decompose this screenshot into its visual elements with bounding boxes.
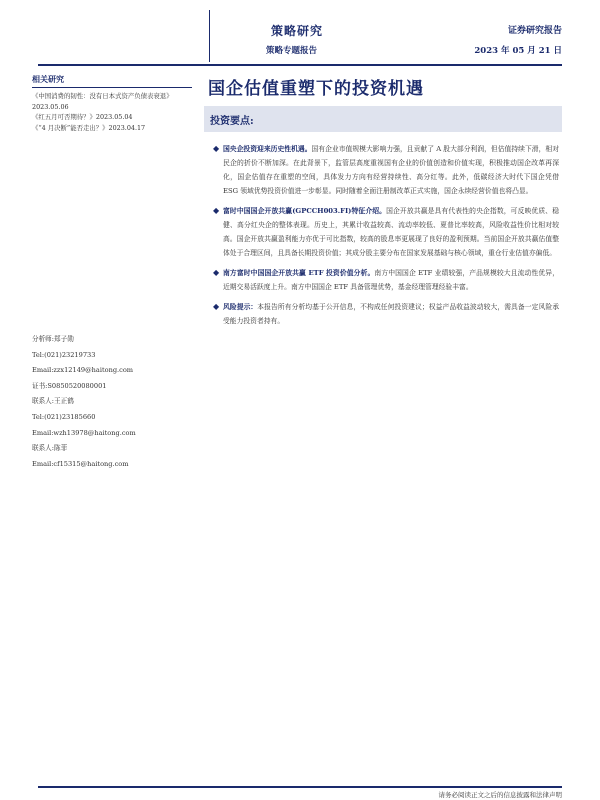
contact-email-1[interactable]: Email:wzh13978@haitong.com	[32, 428, 136, 437]
bullet-icon: ◆	[213, 302, 220, 311]
contact-email-2[interactable]: Email:cf15315@haitong.com	[32, 459, 129, 468]
key-points-label: 投资要点:	[210, 116, 254, 127]
analyst-certificate: 证书:S0850520080001	[32, 381, 107, 390]
footer-disclaimer: 请务必阅读正文之后的信息披露和法律声明	[438, 791, 562, 799]
point-body: 国有企业市值规模大影响力强，且贡献了 A 股大部分利润，但估值持续下滑，相对民企的折价不断加深。在此背景下，监管层高度重视国有企业的价值创造和价值实现，积极推动国企改革再深化，国企估值存在重塑的空间，具体发力方向有经营持续性、高分红等。此外，低碳经济大时代下国企凭借 ESG 领域优势投资价值进一步彰显。同时随着全面注册制改革正式实施，国企永续经营价值也将凸显。	[223, 145, 559, 195]
point-lead: 南方富时中国国企开放共赢 ETF 投资价值分析。	[223, 269, 375, 277]
key-points-banner	[204, 106, 562, 132]
point-lead: 国央企投资迎来历史性机遇。	[223, 145, 312, 153]
list-item	[213, 300, 559, 328]
bullet-icon: ◆	[213, 144, 220, 153]
list-item	[213, 204, 559, 260]
list-item	[213, 142, 559, 198]
point-lead: 富时中国国企开放共赢(GPCCH003.FI)特征介绍。	[223, 207, 387, 215]
report-category: 策略研究	[271, 24, 324, 38]
contact-name-2: 联系人:陈菲	[32, 444, 68, 453]
list-item	[213, 266, 559, 294]
bullet-icon: ◆	[213, 268, 220, 277]
related-report-3[interactable]: 《“4 月决断”能否走出？》2023.04.17	[32, 123, 146, 132]
key-points-list	[213, 142, 559, 334]
related-research-heading: 相关研究	[32, 74, 192, 88]
point-body: 南方中国国企 ETF 业绩较强，产品规模较大且流动性优异，近期交易活跃度上升。南方中国国企 ETF 具备管理优势，基金经理管理经验丰富。	[223, 269, 559, 291]
report-date: 2023 年 05 月 21 日	[474, 46, 562, 56]
analyst-email[interactable]: Email:zzx12149@haitong.com	[32, 366, 134, 375]
report-label: 证券研究报告	[507, 26, 562, 36]
point-lead: 风险提示：	[223, 303, 258, 311]
point-body: 本报告所有分析均基于公开信息，不构成任何投资建议；权益产品收益波动较大，需具备一定风险承受能力投资者持有。	[223, 303, 560, 325]
bullet-icon: ◆	[213, 206, 220, 215]
contact-tel-1: Tel:(021)23185660	[32, 412, 96, 421]
analyst-name: 分析师:郑子勋	[32, 335, 74, 343]
related-research-panel	[32, 74, 192, 133]
report-title: 国企估值重塑下的投资机遇	[208, 79, 424, 99]
header-divider-vertical	[209, 10, 210, 62]
analyst-tel: Tel:(021)23219733	[32, 350, 96, 359]
footer-divider	[38, 786, 562, 788]
related-report-1[interactable]: 《中国消费的韧性：没有日本式资产负债表衰退》2023.05.06	[32, 92, 173, 111]
header-divider	[38, 64, 562, 66]
point-body: 国企开放共赢是具有代表性的央企指数，可反映优质、稳健、高分红央企的整体表现。历史上，其累计收益较高、流动率较低、夏普比率较高，风险收益性价比相对较高。国企开放共赢盈利能力亦优于可比指数，较高的股息率更展现了良好的盈利预期。当前国企开放共赢估值整体处于合理区间，且具备长期投资价值；其成分股主要分布在国家发展基础与核心领域，重仓行业估值亦偏低。	[223, 207, 559, 257]
report-type: 策略专题报告	[266, 46, 318, 56]
related-report-2[interactable]: 《红五月可否期待？》2023.05.04	[32, 113, 133, 121]
contact-name-1: 联系人:王正鹤	[32, 397, 74, 406]
analyst-contacts	[32, 332, 197, 472]
